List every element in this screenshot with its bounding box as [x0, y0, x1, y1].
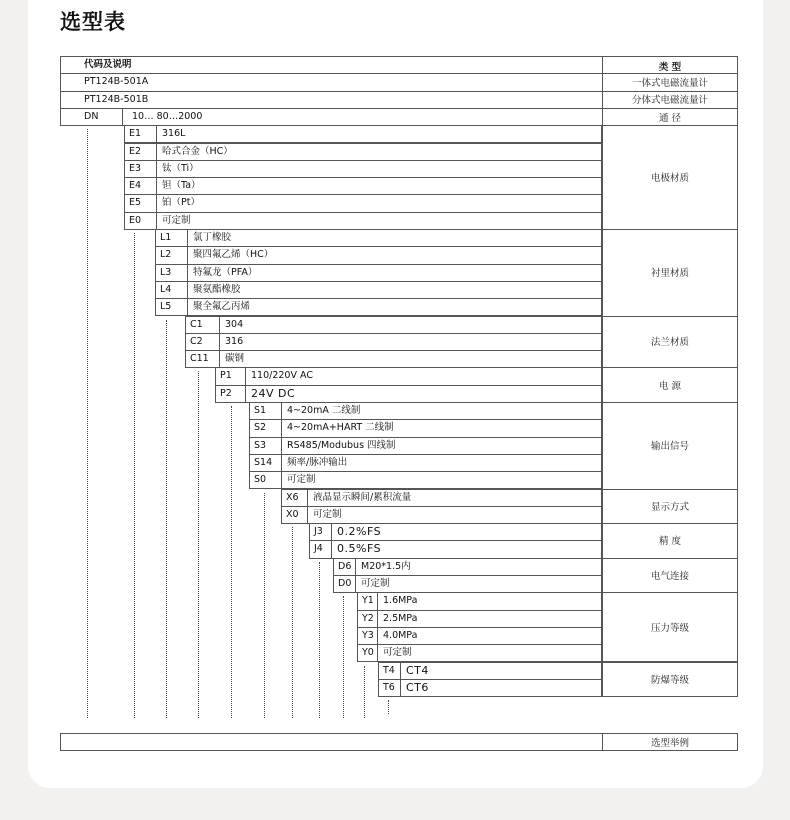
option-row — [185, 333, 602, 351]
code-divider — [245, 385, 246, 403]
code-divider — [377, 644, 378, 662]
option-code: L5 — [160, 301, 172, 313]
dotted-guide — [364, 666, 365, 719]
option-code: L3 — [160, 266, 172, 278]
option-code: P2 — [220, 387, 232, 399]
dn-range: 10… 80…2000 — [132, 110, 203, 122]
option-type: 输出信号 — [650, 441, 689, 453]
code-divider — [156, 194, 157, 212]
dotted-guide — [87, 129, 88, 718]
option-row — [185, 316, 602, 334]
option-desc: 可定制 — [287, 474, 316, 486]
code-divider — [156, 125, 157, 143]
option-type: 精 度 — [658, 536, 682, 548]
option-desc: 可定制 — [383, 647, 412, 659]
code-divider — [187, 229, 188, 247]
option-code: L1 — [160, 232, 172, 243]
option-desc: 4.0MPa — [383, 629, 418, 641]
option-code: E4 — [129, 180, 142, 192]
code-divider — [307, 489, 308, 507]
option-desc: 聚四氟乙烯（HC） — [193, 249, 274, 261]
code-divider — [281, 437, 282, 455]
option-row — [185, 350, 602, 368]
option-code: Y1 — [362, 595, 374, 607]
option-code: E2 — [129, 145, 142, 157]
option-row — [124, 125, 602, 143]
option-code: E5 — [129, 197, 142, 209]
dotted-guide — [388, 700, 389, 714]
option-code: E0 — [129, 214, 142, 226]
option-desc: 氯丁橡胶 — [193, 232, 232, 243]
code-divider — [377, 592, 378, 610]
option-type: 电气连接 — [650, 571, 689, 582]
dotted-guide — [292, 527, 293, 718]
model-code: PT124B-501B — [84, 93, 149, 105]
option-code: T4 — [383, 664, 395, 676]
model-type: 分体式电磁流量计 — [631, 95, 708, 107]
option-code: S3 — [254, 439, 267, 451]
option-desc: 0.5%FS — [337, 542, 382, 556]
code-divider — [400, 679, 401, 697]
code-divider — [331, 523, 332, 541]
option-code: S14 — [254, 456, 273, 468]
option-type: 压力等级 — [650, 622, 689, 634]
dn-divider — [122, 108, 123, 126]
dotted-guide — [343, 596, 344, 718]
option-code: J4 — [314, 543, 323, 555]
option-type: 显示方式 — [650, 501, 689, 513]
code-divider — [281, 402, 282, 420]
code-divider — [331, 540, 332, 558]
code-divider — [156, 143, 157, 161]
option-code: Y0 — [362, 647, 374, 659]
option-desc: 聚氨酯橡胶 — [193, 283, 241, 295]
option-desc: 2.5MPa — [383, 612, 418, 624]
option-desc: CT6 — [406, 680, 429, 694]
option-code: X0 — [286, 508, 299, 520]
page-title: 选型表 — [60, 10, 126, 34]
option-desc: 4~20mA 二线制 — [287, 405, 361, 416]
code-divider — [219, 333, 220, 351]
code-divider — [219, 316, 220, 334]
model-code: PT124B-501A — [84, 76, 149, 88]
option-code: C2 — [190, 335, 203, 347]
code-divider — [355, 558, 356, 576]
code-divider — [245, 367, 246, 385]
option-desc: 液晶显示瞬间/累积流量 — [313, 491, 412, 503]
option-desc: 316 — [225, 335, 244, 347]
code-divider — [156, 177, 157, 195]
option-desc: 哈式合金（HC） — [162, 145, 233, 157]
dotted-guide — [134, 233, 135, 718]
option-desc: 碳钢 — [225, 353, 245, 365]
option-type: 电 源 — [658, 380, 682, 392]
option-type: 防爆等级 — [650, 674, 689, 686]
option-type: 法兰材质 — [650, 337, 689, 349]
option-desc: 钛（Ti） — [162, 162, 199, 174]
option-desc: 钽（Ta） — [162, 180, 201, 192]
code-divider — [281, 454, 282, 472]
option-desc: 304 — [225, 318, 244, 330]
option-desc: 聚全氟乙丙烯 — [193, 301, 251, 313]
option-desc: 4~20mA+HART 二线制 — [287, 422, 394, 434]
option-code: L4 — [160, 283, 172, 295]
code-divider — [281, 419, 282, 437]
dotted-guide — [231, 406, 232, 718]
option-desc: 316L — [162, 128, 186, 140]
option-desc: RS485/Modubus 四线制 — [287, 439, 396, 451]
option-code: E1 — [129, 128, 142, 140]
code-divider — [156, 212, 157, 230]
option-desc: 可定制 — [361, 578, 390, 589]
option-row — [124, 212, 602, 230]
code-divider — [400, 662, 401, 680]
option-code: D6 — [338, 560, 352, 572]
option-code: D0 — [338, 578, 352, 589]
code-divider — [219, 350, 220, 368]
model-type: 一体式电磁流量计 — [631, 77, 708, 89]
option-desc: M20*1.5内 — [361, 560, 411, 572]
dn-type: 通 径 — [658, 112, 682, 124]
option-desc: 可定制 — [313, 508, 342, 520]
dotted-guide — [264, 493, 265, 719]
option-code: C11 — [190, 353, 209, 365]
code-divider — [187, 281, 188, 299]
code-divider — [281, 471, 282, 489]
code-divider — [156, 160, 157, 178]
code-divider — [355, 575, 356, 593]
dotted-guide — [198, 371, 199, 718]
option-code: S1 — [254, 405, 267, 416]
option-code: Y2 — [362, 612, 374, 624]
option-desc: 频率/脉冲输出 — [287, 456, 348, 468]
option-type: 电极材质 — [650, 173, 689, 185]
option-code: C1 — [190, 318, 203, 330]
dn-code: DN — [84, 110, 99, 122]
option-desc: 特氟龙（PFA） — [193, 266, 258, 278]
option-desc: 铂（Pt） — [162, 197, 200, 209]
option-desc: 可定制 — [162, 214, 191, 226]
option-desc: 24V DC — [251, 386, 296, 400]
code-divider — [377, 610, 378, 628]
option-code: P1 — [220, 370, 232, 382]
option-desc: CT4 — [406, 663, 429, 677]
header-code-label: 代码及说明 — [84, 59, 132, 70]
example-label: 选型举例 — [650, 738, 689, 749]
code-divider — [187, 264, 188, 282]
code-divider — [377, 627, 378, 645]
option-desc: 1.6MPa — [383, 595, 418, 607]
code-divider — [187, 298, 188, 316]
code-divider — [307, 506, 308, 524]
header-type-label: 类 型 — [658, 62, 682, 73]
option-desc: 0.2%FS — [337, 525, 382, 539]
dotted-guide — [319, 562, 320, 718]
option-code: E3 — [129, 162, 142, 174]
option-desc: 110/220V AC — [251, 370, 313, 382]
option-code: L2 — [160, 249, 172, 261]
option-code: X6 — [286, 491, 299, 503]
dotted-guide — [166, 320, 167, 719]
option-code: S0 — [254, 474, 267, 486]
code-divider — [187, 246, 188, 264]
option-type: 衬里材质 — [650, 268, 689, 280]
option-code: J3 — [314, 526, 323, 538]
option-code: Y3 — [362, 629, 374, 641]
option-code: S2 — [254, 422, 267, 434]
option-code: T6 — [383, 681, 395, 693]
